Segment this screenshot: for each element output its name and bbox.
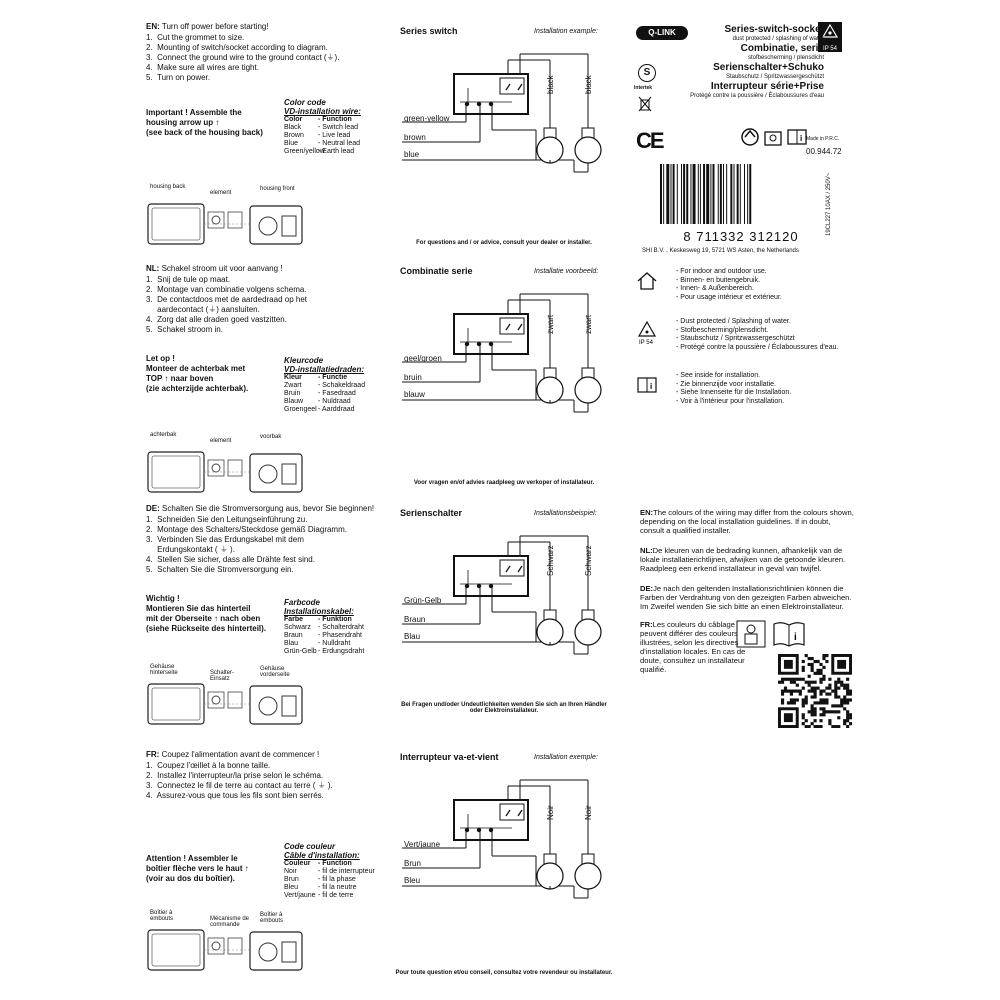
color-code-table bbox=[284, 98, 384, 156]
lamp-wire-label-left: black bbox=[546, 75, 555, 94]
manual-icon bbox=[636, 374, 658, 401]
color-code-function: - Erdungsdraht bbox=[318, 648, 365, 655]
important-line: boîtier flèche vers le haut ↑ bbox=[146, 864, 249, 873]
color-code-subtitle: VD-installation wire: bbox=[284, 107, 361, 116]
important-line: Attention ! Assembler le bbox=[146, 854, 238, 863]
step-item: 1. Cut the grommet to size. bbox=[146, 33, 245, 42]
color-code-row bbox=[284, 624, 384, 632]
color-code-head-function: - Function bbox=[318, 860, 352, 867]
product-title: Combinatie, serie bbox=[740, 43, 824, 54]
color-code-function: - Earth lead bbox=[318, 148, 355, 155]
color-code-function: - fil la phase bbox=[318, 876, 356, 883]
lamp-wire-label-right: black bbox=[584, 75, 593, 94]
housing-front-label: Gehäuse vorderseite bbox=[260, 666, 290, 678]
diagram-example-label: Installation example: bbox=[534, 28, 598, 35]
wire-label-neutral: blauw bbox=[404, 390, 425, 399]
manual-small-icon bbox=[786, 126, 808, 153]
lamp-wire-label-right: Schwarz bbox=[584, 545, 593, 576]
color-code-function: - Schakeldraad bbox=[318, 382, 366, 389]
important-line: Wichtig ! bbox=[146, 594, 180, 603]
product-subtitle: stofbescherming / plensdicht bbox=[747, 55, 824, 61]
color-code-table bbox=[284, 356, 384, 414]
steps-list bbox=[146, 761, 376, 801]
step-item: 4. Assurez-vous que tous les fils sont bien serrés. bbox=[146, 791, 324, 800]
color-disclaimer-note bbox=[640, 546, 856, 573]
intro-text: Coupez l'alimentation avant de commencer ! bbox=[161, 750, 320, 759]
note-text: Je nach den geltenden Installationsrichtlinien können die Farben der Verdrahtung von den gezeigten Farben abweichen. Im Zweifel wenden Sie sich bitte an einen Elektroinstallateur. bbox=[640, 584, 852, 611]
color-code-head bbox=[284, 616, 384, 624]
step-item: Erdungskontakt ( ⏚ ). bbox=[146, 545, 235, 554]
product-subtitle: Protégé contre la poussière / Éclaboussures d'eau bbox=[690, 93, 824, 99]
lamp-right bbox=[575, 854, 601, 889]
color-code-row bbox=[284, 648, 384, 656]
diagram-example-label: Installationsbeispiel: bbox=[534, 510, 597, 517]
ip54-icon bbox=[636, 320, 658, 351]
important-line: Let op ! bbox=[146, 354, 175, 363]
color-code-color: Brun bbox=[284, 876, 299, 883]
lamp-right bbox=[575, 368, 601, 403]
color-code-row bbox=[284, 640, 384, 648]
diagram-footer-note: Pour toute question et/ou conseil, consultez votre revendeur ou installateur. bbox=[395, 970, 613, 976]
product-subtitle: Staubschutz / Spritzwassergeschützt bbox=[725, 74, 824, 80]
step-item: 5. Turn on power. bbox=[146, 73, 211, 82]
color-code-color: Vert/jaune bbox=[284, 892, 316, 899]
important-line: (see back of the housing back) bbox=[146, 128, 263, 137]
color-code-color: Brown bbox=[284, 132, 304, 139]
product-title-list bbox=[678, 24, 824, 100]
color-code-color: Black bbox=[284, 124, 302, 131]
step-item: 4. Stellen Sie sicher, dass alle Drähte fest sind. bbox=[146, 555, 315, 564]
feature-line: - Staubschutz / Spritzwassergeschützt bbox=[676, 335, 795, 342]
intro-text: Turn off power before starting! bbox=[161, 22, 269, 31]
s-mark-icon: S bbox=[638, 64, 656, 82]
lamp-right bbox=[575, 610, 601, 645]
note-text: The colours of the wiring may differ from the colours shown, depending on the local installation guidelines. If in doubt, consult a qualified installer. bbox=[640, 508, 854, 535]
color-code-title: Code couleur bbox=[284, 842, 336, 851]
intertek-mark: Intertek bbox=[634, 85, 653, 91]
diagram-footer-note: For questions and / or advice, consult your dealer or installer. bbox=[416, 240, 592, 246]
article-number: 00.944.72 bbox=[806, 147, 842, 156]
color-code-color: Schwarz bbox=[284, 624, 311, 631]
wire-label-neutral: blue bbox=[404, 150, 420, 159]
housing-illustration bbox=[146, 184, 306, 248]
color-code-head bbox=[284, 116, 384, 124]
lamp-wire-label-left: zwart bbox=[546, 314, 555, 334]
housing-front-label: housing front bbox=[260, 186, 295, 192]
feature-line: - Stofbescherming/plensdicht. bbox=[676, 326, 769, 334]
housing-back-label: Gehäuse hinterseite bbox=[150, 664, 178, 676]
rating-code: 19CL227 10AX / 250V~ bbox=[826, 172, 832, 236]
feature-line: - Voir à l'intérieur pour l'installation. bbox=[676, 397, 785, 405]
feature-line: - Binnen- en buitengebruik. bbox=[676, 276, 761, 284]
intro-text: Schalten Sie die Stromversorgung aus, bevor Sie beginnen! bbox=[162, 504, 375, 513]
manual-icon bbox=[772, 620, 806, 653]
step-item: 3. Verbinden Sie das Erdungskabel mit dem bbox=[146, 535, 304, 544]
element-label: Schalter-Einsatz bbox=[210, 670, 235, 682]
important-line: Monteer de achterbak met bbox=[146, 364, 246, 373]
color-code-function: - Neutral lead bbox=[318, 140, 361, 147]
color-code-title: Kleurcode bbox=[284, 356, 324, 365]
svg-text:i: i bbox=[800, 134, 803, 143]
lamp-wire-label-right: Noir bbox=[584, 805, 593, 820]
product-title: Serienschalter+Schuko bbox=[713, 62, 824, 73]
note-text: De kleuren van de bedrading kunnen, afhankelijk van de lokale installatierichtlijnen, afwijken van de getoonde kleuren. Raadpleeg een erkend installateur in geval van twijfel. bbox=[640, 546, 846, 573]
step-item: 2. Montage van combinatie volgens schema. bbox=[146, 285, 307, 294]
wiring-diagram-4 bbox=[396, 748, 612, 978]
address: SHI B.V. , Keskesweg 19, 5721 WS Asten, the Netherlands bbox=[642, 248, 799, 254]
color-code-row bbox=[284, 124, 384, 132]
color-code-function: - Switch lead bbox=[318, 124, 359, 131]
diagram-title: Interrupteur va-et-vient bbox=[400, 752, 499, 762]
recycle-icon bbox=[738, 126, 762, 153]
feature-line: - Protégé contre la poussière / Éclaboussures d'eau. bbox=[676, 343, 839, 351]
color-code-head bbox=[284, 860, 384, 868]
housing-drawing bbox=[146, 678, 306, 728]
color-code-function: - Aarddraad bbox=[318, 406, 355, 413]
house-icon bbox=[636, 270, 658, 297]
wire-label-earth: green-yellow bbox=[404, 114, 450, 123]
made-in: Made in P.R.C. bbox=[806, 136, 840, 142]
lamp-left bbox=[537, 610, 563, 645]
color-code-function: - Live lead bbox=[318, 132, 351, 139]
important-note bbox=[146, 594, 276, 634]
feature-line: - For indoor and outdoor use. bbox=[676, 268, 767, 275]
ip54-badge: IP 54 bbox=[818, 22, 842, 52]
lamp-left bbox=[537, 368, 563, 403]
diagram-example-label: Installation exemple: bbox=[534, 754, 598, 761]
color-code-color: Zwart bbox=[284, 382, 302, 389]
step-item: 1. Schneiden Sie den Leitungseinführung zu. bbox=[146, 515, 308, 524]
color-code-title: Farbcode bbox=[284, 598, 321, 607]
color-code-function: - Nulldraht bbox=[318, 640, 351, 647]
lamp-left bbox=[537, 854, 563, 889]
house-small-icon bbox=[762, 126, 784, 153]
weee-bin-icon bbox=[638, 96, 652, 117]
housing-illustration bbox=[146, 664, 306, 728]
color-code-function: - Nuldraad bbox=[318, 398, 351, 405]
important-note bbox=[146, 854, 276, 884]
note-lang: FR: bbox=[640, 620, 653, 629]
color-code-row bbox=[284, 390, 384, 398]
important-line: mit der Oberseite ↑ nach oben bbox=[146, 614, 261, 623]
product-title: Interrupteur série+Prise bbox=[710, 81, 824, 92]
housing-illustration bbox=[146, 910, 306, 974]
step-item: 3. Connect the ground wire to the ground contact (⏚). bbox=[146, 53, 340, 62]
color-code-row bbox=[284, 868, 384, 876]
color-code-row bbox=[284, 382, 384, 390]
svg-text:i: i bbox=[794, 632, 797, 643]
diagram-title: Serienschalter bbox=[400, 508, 463, 518]
note-lang: EN: bbox=[640, 508, 654, 517]
lang-code: FR: bbox=[146, 750, 160, 759]
color-disclaimer-note bbox=[640, 584, 856, 611]
feature-line: - Innen- & Außenbereich. bbox=[676, 285, 754, 292]
wire-label-live: Brun bbox=[404, 859, 421, 868]
feature-line: - Pour usage intérieur et extérieur. bbox=[676, 293, 782, 301]
color-code-color: Green/yellow bbox=[284, 148, 325, 155]
color-code-color: Blau bbox=[284, 640, 299, 647]
important-line: TOP ↑ naar boven bbox=[146, 374, 214, 383]
color-code-row bbox=[284, 140, 384, 148]
product-subtitle: dust protected / splashing of water bbox=[732, 36, 824, 42]
brand-logo: Q-LINK bbox=[636, 26, 688, 40]
step-item: 1. Snij de tule op maat. bbox=[146, 275, 231, 284]
color-code-color: Blue bbox=[284, 140, 299, 147]
important-note bbox=[146, 354, 276, 394]
step-item: aardecontact (⏚) aansluiten. bbox=[146, 305, 260, 314]
wire-label-neutral: Bleu bbox=[404, 876, 421, 885]
workers-icon bbox=[736, 620, 766, 653]
diagram-footer-note: Voor vragen en/of advies raadpleeg uw verkoper of installateur. bbox=[413, 480, 595, 486]
color-disclaimer-note bbox=[640, 508, 856, 535]
color-code-head-function: - Funktion bbox=[318, 616, 352, 623]
color-code-subtitle: VD-installatiedraden: bbox=[284, 365, 365, 374]
important-line: (siehe Rückseite des hinterteil). bbox=[146, 624, 267, 633]
important-line: (voir au dos du boîtier). bbox=[146, 874, 235, 883]
color-code-head-function: - Function bbox=[318, 116, 352, 123]
step-item: 2. Mounting of switch/socket according to diagram. bbox=[146, 43, 328, 52]
wire-label-live: brown bbox=[404, 133, 426, 142]
note-lang: NL: bbox=[640, 546, 653, 555]
color-code-row bbox=[284, 892, 384, 900]
wiring-diagram-3 bbox=[396, 504, 612, 734]
housing-drawing bbox=[146, 924, 306, 974]
color-code-head-color: Kleur bbox=[284, 374, 302, 381]
lang-code: DE: bbox=[146, 504, 160, 513]
housing-back-label: Boîtier à embouts bbox=[150, 910, 174, 922]
wiring-diagram-2 bbox=[396, 262, 612, 492]
color-code-function: - Schalterdraht bbox=[318, 624, 364, 631]
step-item: 2. Installez l'interrupteur/la prise selon le schéma. bbox=[146, 771, 324, 780]
important-line: housing arrow up ↑ bbox=[146, 118, 220, 127]
color-code-color: Groengeel bbox=[284, 406, 317, 413]
lamp-right bbox=[575, 128, 601, 163]
product-title: Series-switch-socket bbox=[724, 24, 824, 35]
color-code-color: Bleu bbox=[284, 884, 299, 891]
wire-label-live: bruin bbox=[404, 373, 422, 382]
svg-text:i: i bbox=[650, 382, 653, 391]
wire-label-earth: Grün-Gelb bbox=[404, 596, 442, 605]
element-label: element bbox=[210, 190, 232, 196]
housing-front-label: Boîtier à embouts bbox=[260, 912, 284, 924]
wire-label-live: Braun bbox=[404, 615, 426, 624]
steps-list bbox=[146, 515, 376, 575]
step-item: 1. Coupez l'œillet à la bonne taille. bbox=[146, 761, 271, 770]
lang-code: NL: bbox=[146, 264, 160, 273]
note-lang: DE: bbox=[640, 584, 654, 593]
color-code-color: Bruin bbox=[284, 390, 301, 397]
color-code-color: Blauw bbox=[284, 398, 304, 405]
color-code-table bbox=[284, 598, 384, 656]
color-code-row bbox=[284, 406, 384, 414]
color-code-color: Grün-Gelb bbox=[284, 648, 317, 655]
step-item: 5. Schakel stroom in. bbox=[146, 325, 223, 334]
diagram-footer-note: Bei Fragen und/oder Undeutlichkeiten wenden Sie sich an Ihren Händler oder Elektroinstallateur. bbox=[401, 702, 607, 714]
housing-back-label: achterbak bbox=[150, 432, 177, 438]
housing-front-label: voorbak bbox=[260, 434, 282, 440]
housing-drawing bbox=[146, 446, 306, 496]
color-code-function: - fil de interrupteur bbox=[318, 868, 375, 875]
ce-mark: CE bbox=[636, 128, 663, 153]
element-label: element bbox=[210, 438, 232, 444]
barcode: 8 711332 312120 bbox=[656, 164, 826, 236]
step-item: 3. De contactdoos met de aardedraad op het bbox=[146, 295, 307, 304]
color-code-row bbox=[284, 632, 384, 640]
important-line: (zie achterzijde achterbak). bbox=[146, 384, 249, 393]
lamp-left bbox=[537, 128, 563, 163]
color-code-head-color: Couleur bbox=[284, 860, 311, 867]
steps-list bbox=[146, 33, 376, 83]
color-code-head-function: - Functie bbox=[318, 374, 348, 381]
important-line: Montieren Sie das hinterteil bbox=[146, 604, 251, 613]
diagram-example-label: Installatie voorbeeld: bbox=[534, 268, 599, 275]
lamp-wire-label-right: zwart bbox=[584, 314, 593, 334]
housing-drawing bbox=[146, 198, 306, 248]
feature-line: - Zie binnenzijde voor installatie. bbox=[676, 380, 776, 388]
color-code-head-color: Color bbox=[284, 116, 303, 123]
diagram-title: Series switch bbox=[400, 26, 458, 36]
lamp-wire-label-left: Schwarz bbox=[546, 545, 555, 576]
svg-text:IP 54: IP 54 bbox=[639, 340, 653, 346]
color-code-head bbox=[284, 374, 384, 382]
color-code-function: - fil de terre bbox=[318, 892, 354, 899]
color-code-head-color: Farbe bbox=[284, 616, 304, 623]
step-item: 3. Connectez le fil de terre au contact au terre ( ⏚ ). bbox=[146, 781, 333, 790]
wire-label-earth: geel/groen bbox=[404, 354, 442, 363]
element-label: Mécanisme de commande bbox=[210, 916, 250, 928]
step-item: 2. Montage des Schalters/Steckdose gemäß Diagramm. bbox=[146, 525, 347, 534]
important-line: Important ! Assemble the bbox=[146, 108, 242, 117]
color-code-row bbox=[284, 398, 384, 406]
step-item: 4. Zorg dat alle draden goed vastzitten. bbox=[146, 315, 287, 324]
feature-line: - Dust protected / Splashing of water. bbox=[676, 318, 791, 325]
housing-illustration bbox=[146, 432, 306, 496]
intro-text: Schakel stroom uit voor aanvang ! bbox=[161, 264, 283, 273]
step-item: 4. Make sure all wires are tight. bbox=[146, 63, 259, 72]
step-item: 5. Schalten Sie die Stromversorgung ein. bbox=[146, 565, 294, 574]
color-code-row bbox=[284, 884, 384, 892]
color-code-subtitle: Câble d'installation: bbox=[284, 851, 360, 860]
feature-line: - See inside for installation. bbox=[676, 372, 761, 379]
note-text: Les couleurs du câblage peuvent différer des couleurs illustrées, selon les directives d'installation locales. En cas de doute, consultez un installateur qualifié. bbox=[640, 620, 746, 674]
color-code-title: Color code bbox=[284, 98, 326, 107]
diagram-title: Combinatie serie bbox=[400, 266, 473, 276]
lang-code: EN: bbox=[146, 22, 160, 31]
feature-line: - Siehe Innenseite für die Installation. bbox=[676, 389, 792, 396]
wire-label-earth: Vert/jaune bbox=[404, 840, 441, 849]
steps-list bbox=[146, 275, 376, 335]
color-code-row bbox=[284, 148, 384, 156]
color-code-color: Braun bbox=[284, 632, 303, 639]
color-code-function: - Fasedraad bbox=[318, 390, 356, 397]
color-code-row bbox=[284, 132, 384, 140]
lamp-wire-label-left: Noir bbox=[546, 805, 555, 820]
color-code-row bbox=[284, 876, 384, 884]
color-code-function: - Phasendraht bbox=[318, 632, 362, 639]
housing-back-label: housing back bbox=[150, 184, 186, 190]
important-note bbox=[146, 108, 276, 138]
wire-label-neutral: Blau bbox=[404, 632, 421, 641]
qr-code bbox=[778, 654, 852, 733]
color-code-subtitle: Installationskabel: bbox=[284, 607, 354, 616]
color-code-color: Noir bbox=[284, 868, 297, 875]
color-code-table bbox=[284, 842, 384, 900]
wiring-diagram-1 bbox=[396, 22, 612, 252]
product-label bbox=[634, 22, 842, 258]
color-code-function: - fil la neutre bbox=[318, 884, 357, 891]
